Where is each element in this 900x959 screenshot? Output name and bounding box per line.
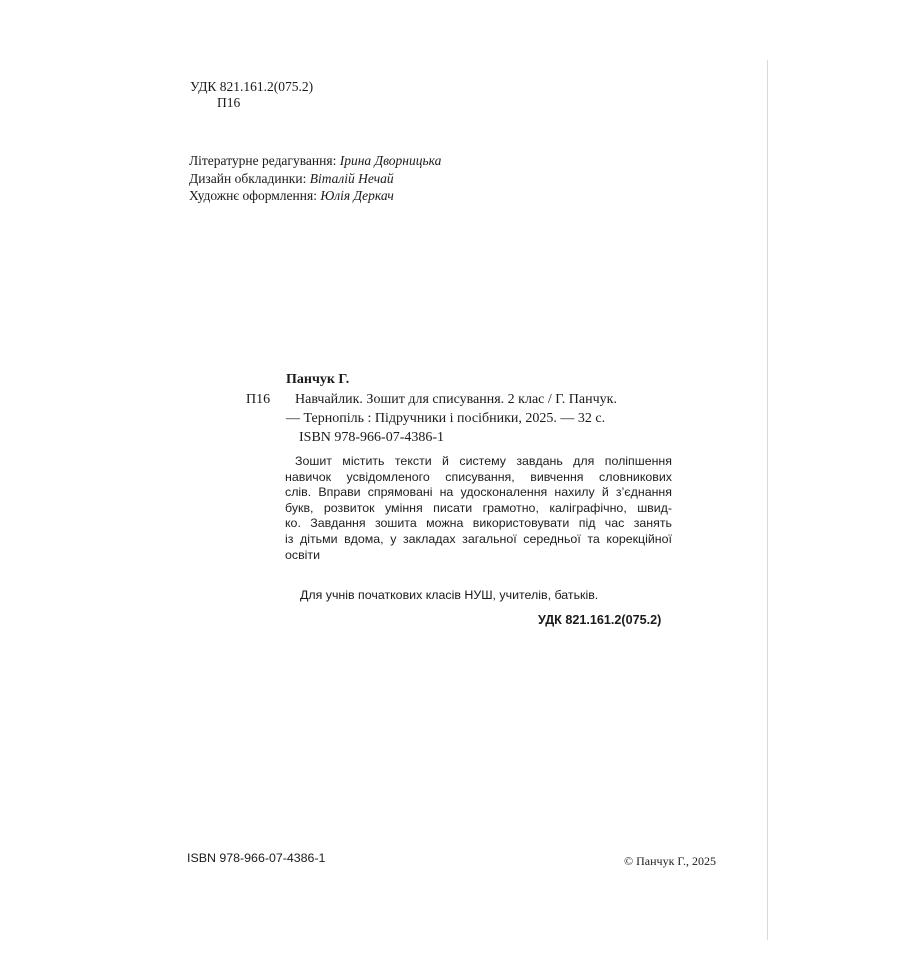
page-edge-line — [767, 60, 768, 940]
credit-cover-design — [189, 171, 394, 187]
catalog-isbn: ISBN 978-966-07-4386-1 — [299, 430, 445, 445]
annotation-line: Зошит містить тексти й систему завдань для поліпшення — [295, 454, 672, 468]
annotation-line: ко. Завдання зошита можна використовувати під час занять — [285, 516, 672, 531]
footer-isbn: ISBN 978-966-07-4386-1 — [187, 851, 326, 865]
catalog-title-line: Навчайлик. Зошит для списування. 2 клас / Г. Панчук. — [295, 392, 617, 407]
credit-role: Дизайн обкладинки: — [189, 171, 307, 186]
catalog-author: Панчук Г. — [286, 372, 350, 387]
annotation-line: із дітьми вдома, у закладах загальної середньої та корекційної — [285, 531, 672, 546]
annotation-line: освіти — [285, 547, 321, 562]
credit-art-design — [189, 188, 394, 204]
catalog-annotation — [285, 454, 672, 563]
credit-name: Віталій Нечай — [309, 171, 394, 186]
footer-copyright: © Панчук Г., 2025 — [624, 854, 716, 868]
annotation-line: слів. Вправи спрямовані на удосконалення нахилу й з’єднання — [285, 485, 672, 500]
annotation-line: букв, розвиток уміння писати грамотно, каліграфічно, швид- — [285, 500, 672, 515]
credit-name: Ірина Дворницька — [339, 153, 442, 168]
credit-role: Художнє оформлення: — [189, 188, 317, 203]
annotation-line: навичок усвідомленого списування, вивчення словникових — [285, 469, 672, 484]
credit-role: Літературне редагування: — [189, 153, 337, 168]
catalog-audience: Для учнів початкових класів НУШ, учителів, батьків. — [300, 588, 599, 602]
udk-header: УДК 821.161.2(075.2) — [190, 79, 314, 94]
catalog-publisher-line: — Тернопіль : Підручники і посібники, 2025. — 32 с. — [286, 411, 606, 426]
catalog-code: П16 — [246, 392, 271, 407]
credit-editor — [189, 153, 441, 169]
catalog-udk: УДК 821.161.2(075.2) — [538, 613, 662, 627]
author-code-header: П16 — [217, 95, 241, 110]
credit-name: Юлія Деркач — [320, 188, 394, 203]
